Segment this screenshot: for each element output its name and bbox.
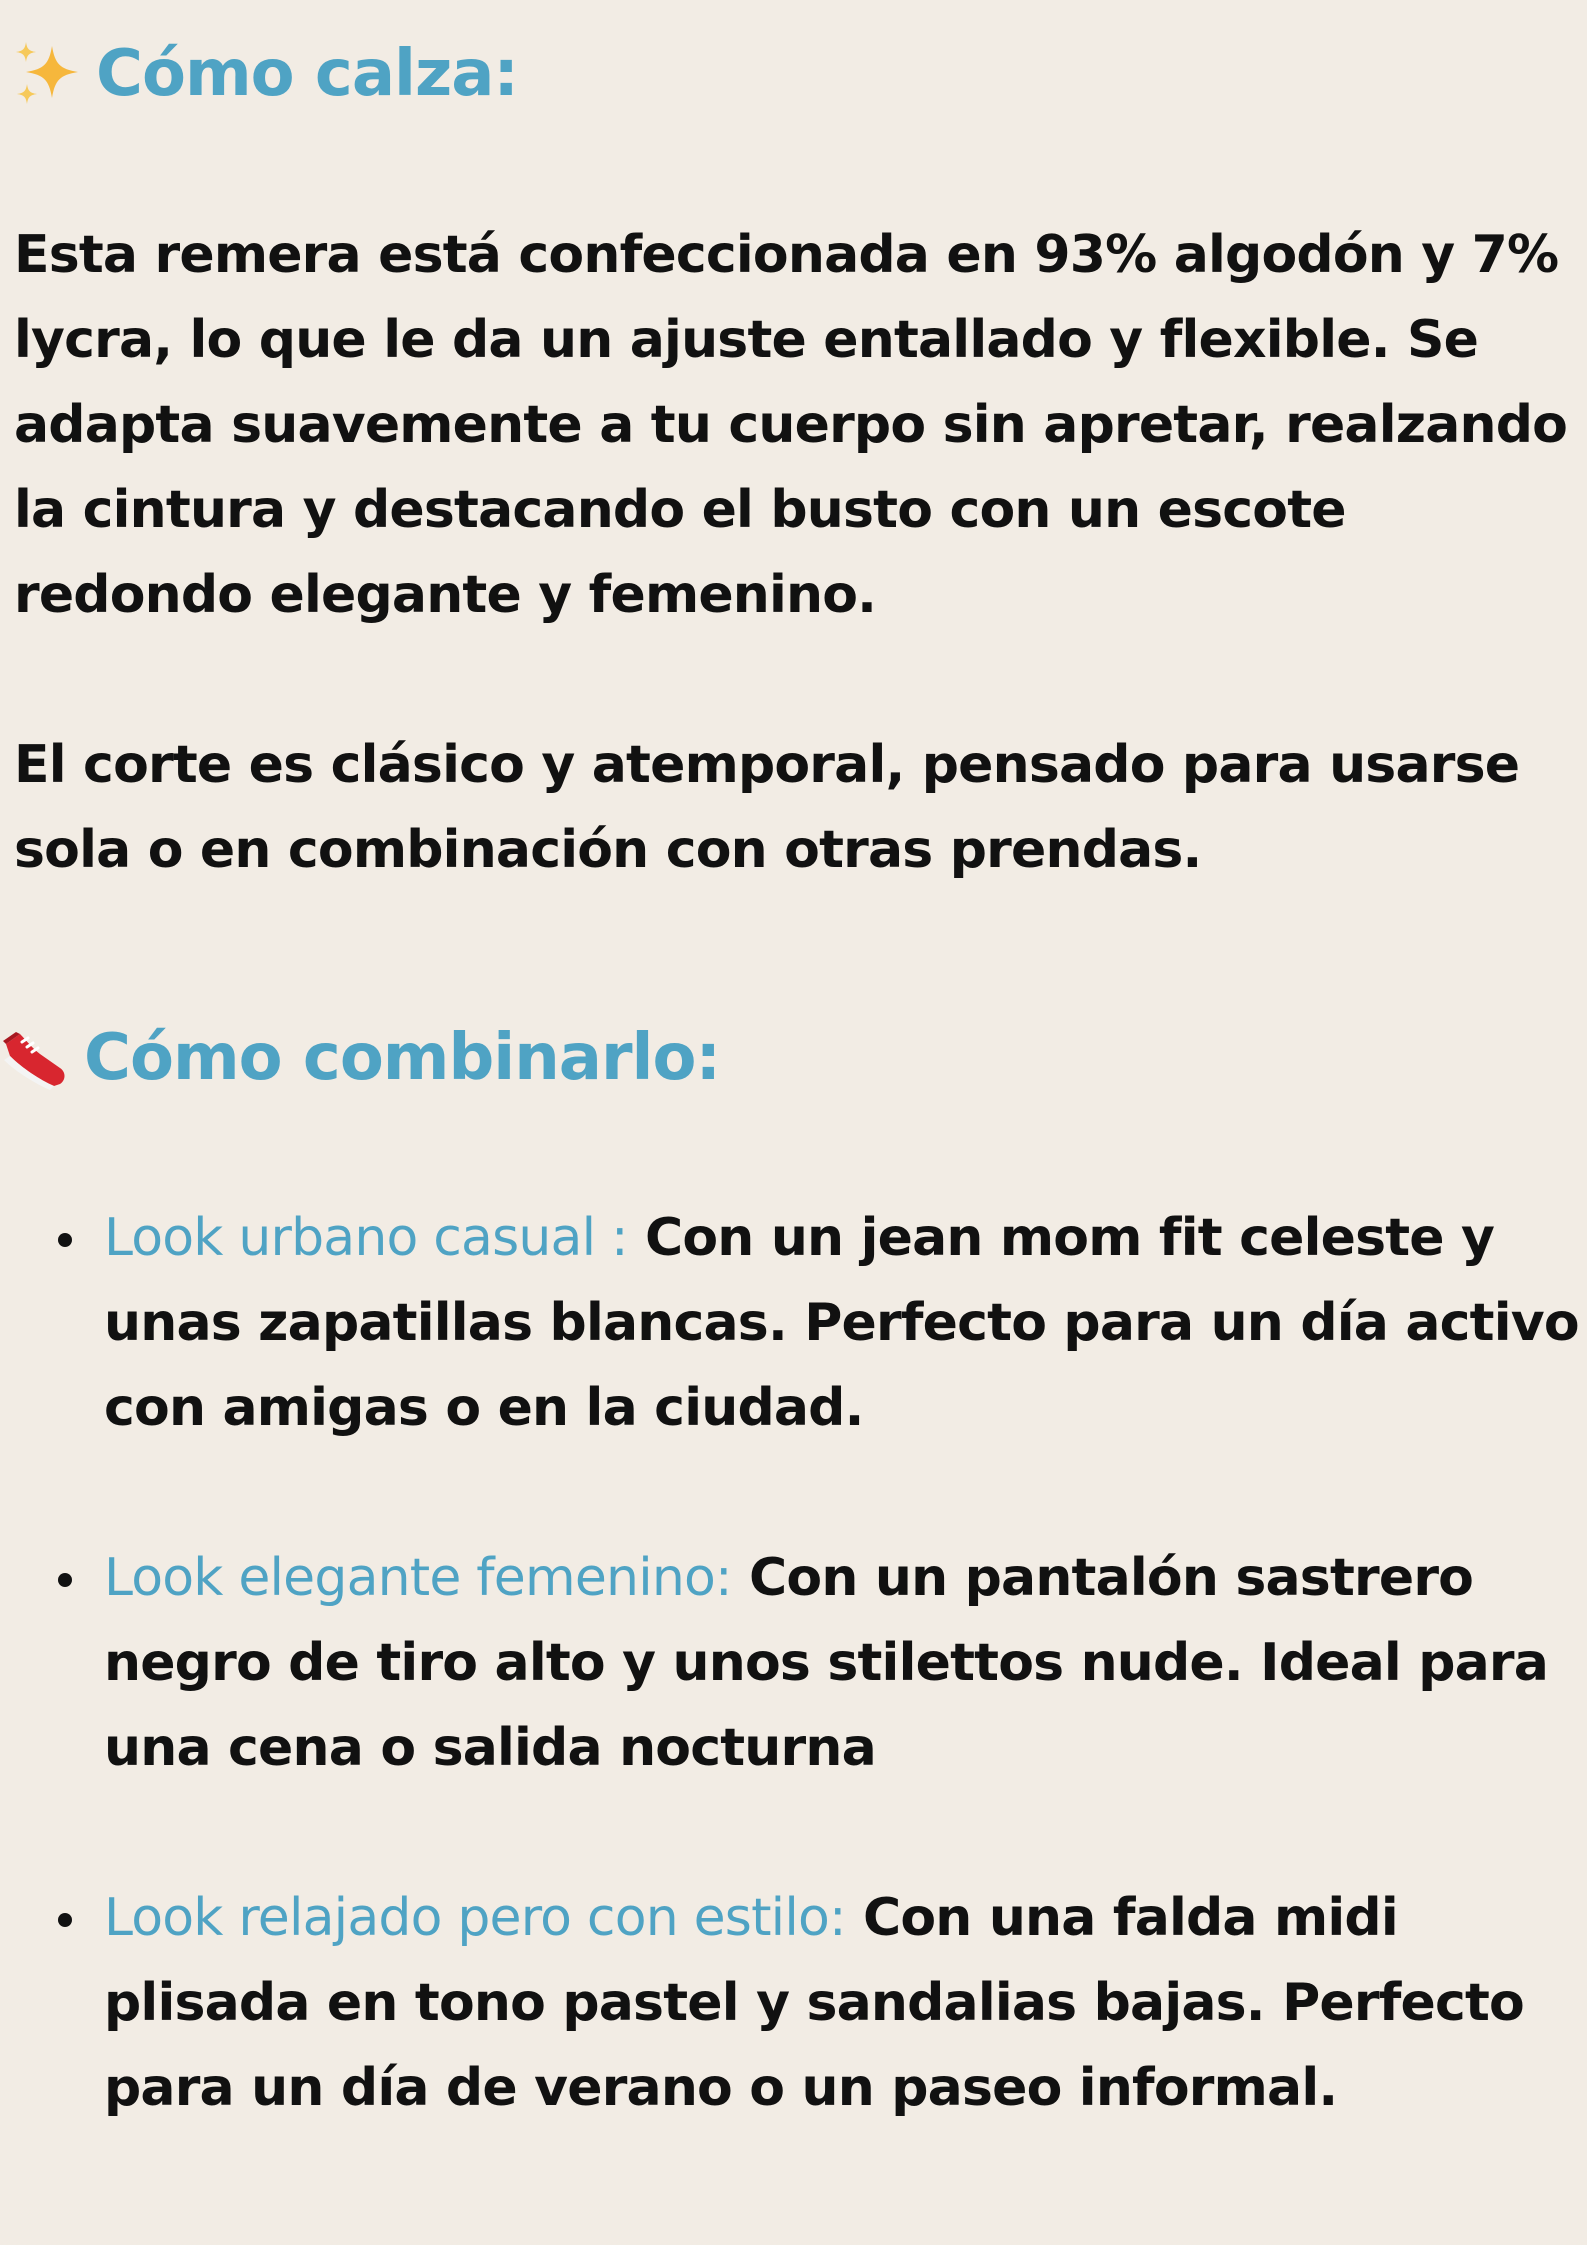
bullet-icon bbox=[58, 1913, 72, 1927]
sneaker-icon bbox=[0, 1024, 68, 1092]
fit-paragraph-2: El corte es clásico y atemporal, pensado para usarse sola o en combinación con otras prendas. bbox=[14, 735, 1520, 880]
list-item bbox=[104, 1196, 1579, 1451]
look-description: Con una falda midi plisada en tono pastel y sandalias bajas. Perfecto para un día de verano o un paseo informal. bbox=[104, 1888, 1524, 2118]
list-item bbox=[104, 1876, 1579, 2131]
look-title: Look urbano casual : bbox=[104, 1208, 628, 1268]
look-title: Look relajado pero con estilo: bbox=[104, 1888, 846, 1948]
look-description: Con un pantalón sastrero negro de tiro alto y unos stilettos nude. Ideal para una cena o salida nocturna bbox=[104, 1548, 1549, 1778]
combine-heading-text: Cómo combinarlo: bbox=[84, 1021, 721, 1095]
fit-paragraph-1: Esta remera está confeccionada en 93% algodón y 7% lycra, lo que le da un ajuste entallado y flexible. Se adapta suavemente a tu cuerpo sin apretar, realzando la cintura y destacando el busto con un escote redondo elegante y femenino. bbox=[14, 225, 1568, 625]
list-item bbox=[104, 1536, 1579, 1791]
bullet-icon bbox=[58, 1573, 72, 1587]
bullet-icon bbox=[58, 1233, 72, 1247]
fit-heading-text: Cómo calza: bbox=[96, 37, 518, 111]
look-description: Con un jean mom fit celeste y unas zapatillas blancas. Perfecto para un día activo con amigas o en la ciudad. bbox=[104, 1208, 1579, 1438]
look-title: Look elegante femenino: bbox=[104, 1548, 732, 1608]
combine-heading bbox=[0, 1012, 720, 1104]
fit-heading bbox=[14, 28, 518, 120]
sparkles-icon bbox=[14, 40, 82, 108]
